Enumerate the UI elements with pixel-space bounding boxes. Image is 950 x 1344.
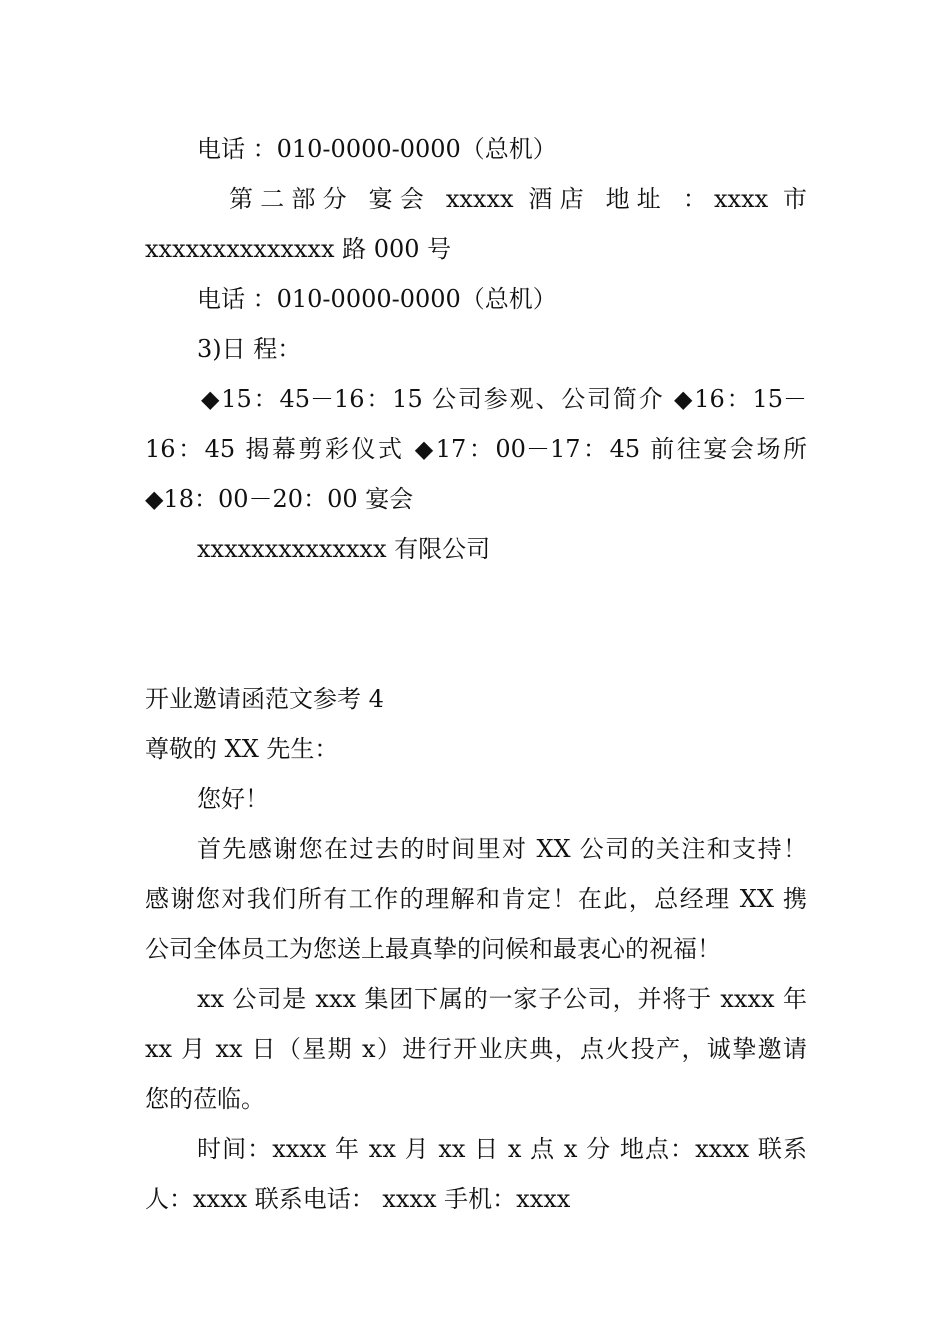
paragraph-2-line-2: xx 月 xx 日（星期 x）进行开业庆典，点火投产，诚挚邀请 (145, 1035, 807, 1063)
section-title: 开业邀请函范文参考 4 (145, 685, 384, 713)
company-signature: xxxxxxxxxxxxxx 有限公司 (197, 535, 491, 563)
greeting: 您好！ (197, 785, 269, 813)
section-gap (145, 574, 807, 674)
paragraph-1-line-1: 首先感谢您在过去的时间里对 XX 公司的关注和支持！ (197, 835, 807, 863)
part2-venue-line: 第二部分 宴会 xxxxx 酒店 地址 ：xxxx 市 (229, 185, 807, 213)
part2-address-line: xxxxxxxxxxxxxx 路 000 号 (145, 235, 452, 263)
schedule-line-1: ◆15：45－16：15 公司参观、公司简介 ◆16：15－ (201, 385, 807, 413)
phone-line-2: 电话 ：010-0000-0000（总机） (197, 285, 557, 313)
paragraph-1-line-2: 感谢您对我们所有工作的理解和肯定！在此，总经理 XX 携 (145, 885, 807, 913)
schedule-line-3: ◆18：00－20：00 宴会 (145, 485, 414, 513)
paragraph-3-line-1: 时间：xxxx 年 xx 月 xx 日 x 点 x 分 地点：xxxx 联系 (197, 1135, 807, 1163)
schedule-line-2: 16：45 揭幕剪彩仪式 ◆17：00－17：45 前往宴会场所 (145, 435, 807, 463)
salutation: 尊敬的 XX 先生： (145, 735, 339, 763)
paragraph-2-line-3: 您的莅临。 (145, 1085, 265, 1113)
paragraph-1-line-3: 公司全体员工为您送上最真挚的问候和最衷心的祝福！ (145, 935, 721, 963)
phone-line-1: 电话 ：010-0000-0000（总机） (197, 135, 557, 163)
paragraph-3-line-2: 人：xxxx 联系电话： xxxx 手机：xxxx (145, 1185, 571, 1213)
document-page (145, 124, 807, 1224)
schedule-heading: 3)日 程： (197, 335, 302, 363)
paragraph-2-line-1: xx 公司是 xxx 集团下属的一家子公司，并将于 xxxx 年 (197, 985, 807, 1013)
